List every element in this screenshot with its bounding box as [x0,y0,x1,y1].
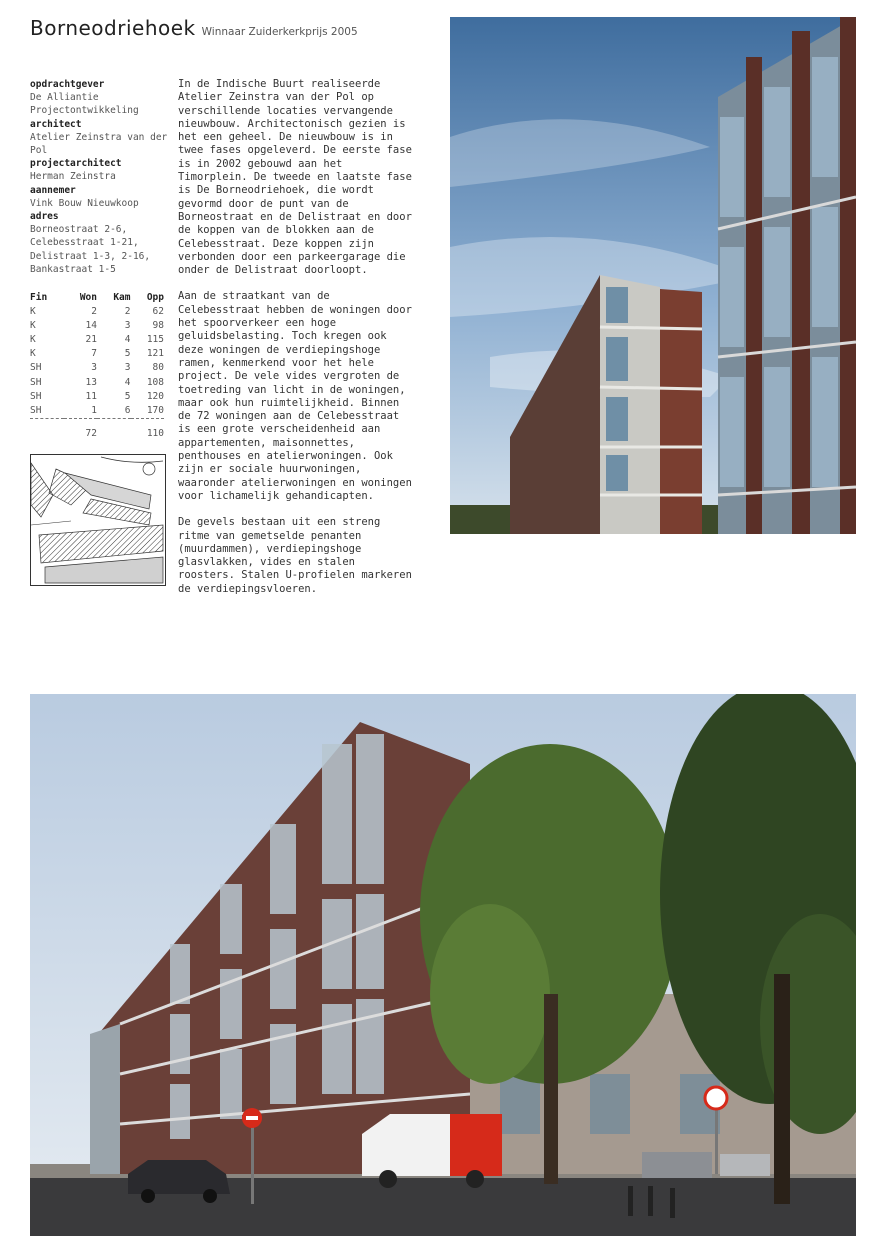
credits-block [30,78,170,276]
table-row [30,403,164,418]
credit-value: Vink Bouw Nieuwkoop [30,197,139,209]
table-cell: 2 [91,305,97,317]
table-cell: 4 [124,333,131,345]
article-body [178,78,414,609]
table-cell: 110 [146,428,164,440]
body-paragraph: Aan de straatkant van de Celebesstraat hebben de woningen door het spoorverkeer een hoge geluidsbelasting. Toch kregen ook deze woningen de verdiepingshoge ramen, kenmerkend voor het hele project. De vele vides vergroten de toetreding van licht in de woningen, maar ook hun ruimtelijkheid. Binnen de 72 woningen aan de Celebesstraat is een grote verscheidenheid aan appartementen, maisonnettes, penthouses en atelierwoningen. Ook zijn er sociale huurwoningen, waaronder atelierwoningen en woningen voor lichamelijk gehandicapten. [178,290,412,502]
street-photo-drawing [30,694,856,1236]
body-paragraph: De gevels bestaan uit een streng ritme van gemetselde penanten (muurdammen), verdiepingshoge glasvlakken, vides en stalen roosters. Stalen U-profielen markeren de verdiepingsvloeren. [178,516,412,595]
table-row [30,361,164,375]
credit-value: De Alliantie Projectontwikkeling [30,92,139,117]
credit-value: Borneostraat 2-6, Celebesstraat 1-21, Delistraat 1-3, 2-16, Bankastraat 1-5 [30,224,151,275]
table-cell: K [30,348,36,360]
table-cell: SH [30,376,42,388]
table-cell: 115 [146,333,164,345]
table-row [30,375,164,389]
column-header: Fin [30,291,48,303]
table-cell [97,425,131,441]
table-cell: 80 [152,362,164,374]
table-header-row [30,290,164,304]
site-plan-map [30,454,166,586]
table-cell: 3 [124,319,131,331]
column-header: Won [79,291,97,303]
credit-value: Herman Zeinstra [30,171,116,183]
column-header: Kam [113,291,131,303]
building-photo-drawing [450,17,856,534]
table-cell: 108 [146,376,164,388]
table-row [30,304,164,318]
table-cell: 4 [124,376,131,388]
table-row [30,389,164,403]
table-cell: 3 [124,362,131,374]
credit-label: architect [30,118,82,130]
credit-label: aannemer [30,184,76,196]
table-row [30,318,164,332]
dwelling-table [30,290,164,441]
table-cell: K [30,305,36,317]
table-row [30,347,164,361]
table-cell: 7 [91,348,97,360]
subtitle-text: Winnaar Zuiderkerkprijs 2005 [201,26,358,38]
credit-label: adres [30,211,59,223]
title-text: Borneodriehoek [30,16,196,40]
table-cell: 14 [85,319,97,331]
table-cell: K [30,333,36,345]
table-totals-row [30,425,164,441]
table-cell: SH [30,362,42,374]
table-cell: K [30,319,36,331]
table-row [30,332,164,346]
table-cell: SH [30,390,42,402]
table-cell: 120 [146,390,164,402]
credit-label: projectarchitect [30,158,122,170]
building-photo-street [30,694,856,1236]
table-cell: 3 [91,362,97,374]
table-cell: 11 [85,390,97,402]
table-cell: 72 [85,428,97,440]
table-cell: 170 [146,404,164,416]
table-cell: 98 [152,319,164,331]
credit-label: opdrachtgever [30,79,105,90]
table-cell: SH [30,404,42,416]
table-cell: 62 [152,305,164,317]
credit-value: Atelier Zeinstra van der Pol [30,131,168,157]
table-cell: 6 [124,404,131,416]
site-plan-drawing [31,455,165,585]
table-cell: 2 [124,305,131,317]
table-cell: 21 [85,333,97,345]
page-title [30,16,358,40]
table-cell: 1 [91,404,97,416]
table-cell: 13 [85,376,97,388]
column-header: Opp [146,291,164,303]
table-cell: 5 [124,390,131,402]
table-cell: 121 [146,348,164,360]
body-paragraph: In de Indische Buurt realiseerde Atelier Zeinstra van der Pol op verschillende locaties vervangende nieuwbouw. Architectonisch gezien is het een geheel. De nieuwbouw is in twee fases opgeleverd. De eerste fase is in 2002 gebouwd aan het Timorplein. De tweede en laatste fase is De Borneodriehoek, die wordt gevormd door de punt van de Borneostraat en de Delistraat en door de koppen van de blokken aan de Celebesstraat. Deze koppen zijn verbonden door een parkeergarage die onder de Delistraat doorloopt. [178,78,412,277]
table-cell [30,425,64,441]
table-cell: 5 [124,348,131,360]
building-photo-top [450,17,856,534]
